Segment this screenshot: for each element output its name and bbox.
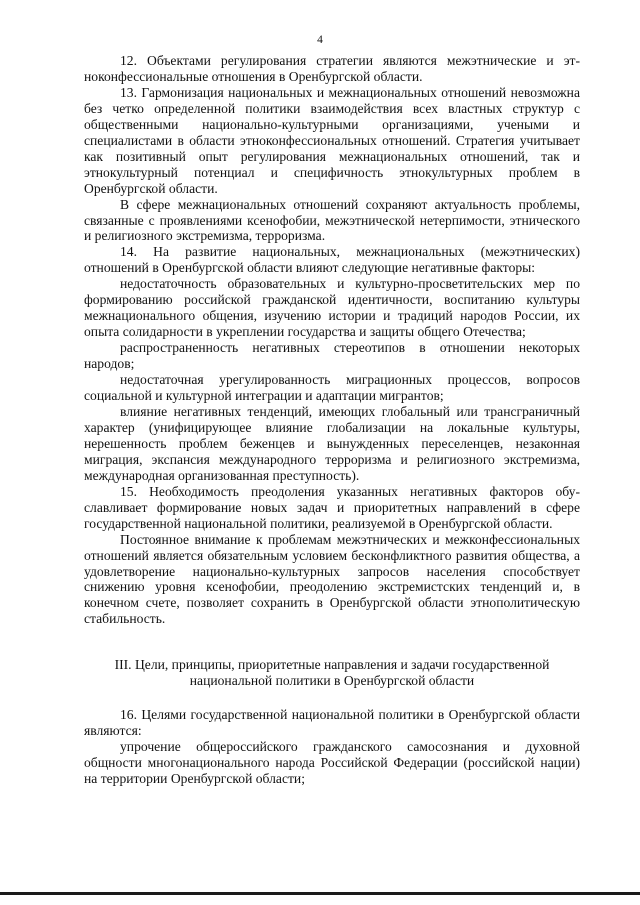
page-number: 4 xyxy=(317,34,323,46)
paragraph-interethnic-problems: В сфере межнациональных отношений сохраняют актуальность проблемы, связанные с проявлениями ксенофобии, межэтнической нетерпимости, этнического и религиозного экстремизма, терроризма. xyxy=(84,196,580,244)
paragraph-factor-global-trends: влияние негативных тенденций, имеющих глобальный или трансграничный характер (унифицирующее влияние глобализации на локальные культуры, нерешенность проблем беженцев и вынужденных переселенцев, незаконная миграция, экспансия международного терроризма и религиозного экстремизма, международная организованная преступность). xyxy=(84,403,580,483)
paragraph-goal-civic-identity: упрочение общероссийского гражданского самосознания и духовной общности многонационального народа Российской Федерации (российской нации) на территории Оренбургской области; xyxy=(84,739,580,787)
section-heading: III. Цели, принципы, приоритетные направления и задачи государственной национальной политики в Оренбургской области xyxy=(114,657,550,689)
paragraph-item-13: 13. Гармонизация национальных и межнациональных отношений невозможна без четко определенной политики взаимодействия всех властных структур с общественными национально-культурными организациями, учеными и специалистами в области этноконфессиональных отношений. Стратегия учитывает как позитивный опыт регулирования межнациональных отношений, так и этнокультурный потенциал и специфичность этнокультурных проблем в Оренбургской области. xyxy=(84,84,580,196)
bottom-scan-border xyxy=(0,892,640,895)
paragraph-item-12: 12. Объектами регулирования стратегии являются межэтнические и этноконфессиональные отношения в Оренбургской области. xyxy=(84,53,580,84)
paragraph-item-16: 16. Целями государственной национальной политики в Оренбургской области являются: xyxy=(84,707,580,739)
paragraph-factor-education: недостаточность образовательных и культурно-просветительских мер по формированию российской гражданской идентичности, воспитанию культуры межнационального общения, изучению истории и традиций народов России, их опыта солидарности в укреплении государства и защиты общего Отечества; xyxy=(84,276,580,340)
paragraph-factor-stereotypes: распространенность негативных стереотипов в отношении некоторых народов; xyxy=(84,340,580,372)
paragraph-constant-attention: Постоянное внимание к проблемам межэтнических и межконфессиональных отношений является обязательным условием бесконфликтного развития общества, а удовлетворение национально-культурных запросов населения способствует снижению уровня ксенофобии, преодолению экстремистских тенденций и, в конечном счете, позволяет сохранить в Оренбургской области этнополитическую стабильность. xyxy=(84,531,580,627)
paragraph-item-14: 14. На развитие национальных, межнациональных (межэтнических) отношений в Оренбургской области влияют следующие негативные факторы: xyxy=(84,244,580,276)
paragraph-factor-migration: недостаточная урегулированность миграционных процессов, вопросов социальной и культурной интеграции и адаптации мигрантов; xyxy=(84,372,580,404)
paragraph-item-15: 15. Необходимость преодоления указанных негативных факторов обуславливает формирование новых задач и приоритетных направлений в сфере государственной национальной политики, реализуемой в Оренбургской области. xyxy=(84,483,580,531)
document-body xyxy=(84,53,580,787)
